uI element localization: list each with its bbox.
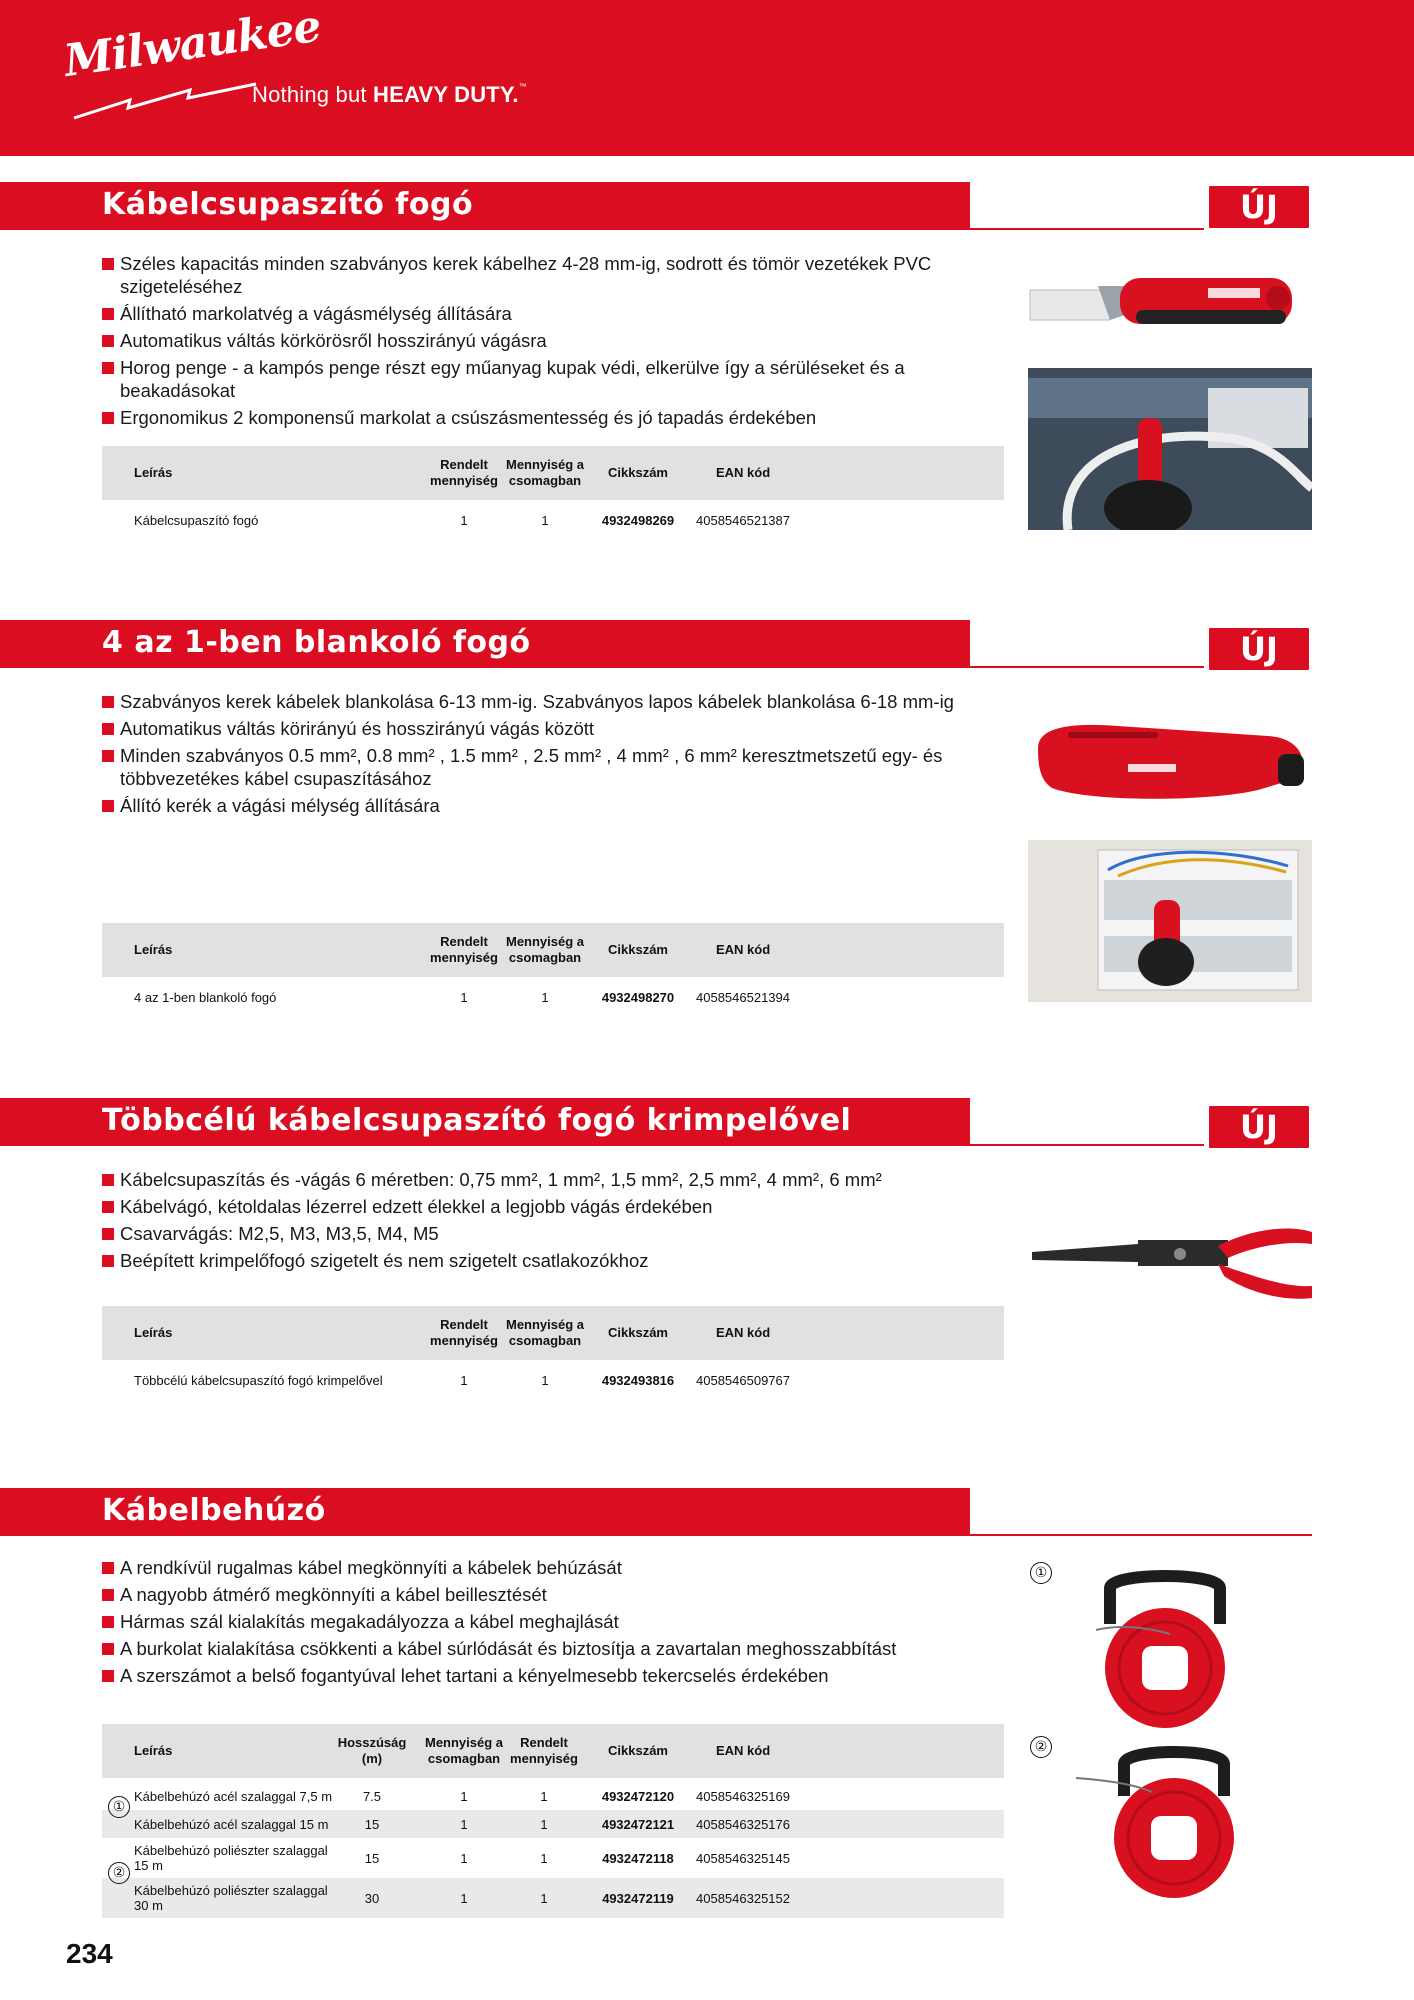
- product-table: [102, 923, 1004, 1011]
- image-marker: ②: [1030, 1736, 1052, 1758]
- cell-length: 7.5: [362, 1788, 382, 1804]
- cell-ordered-qty: 1: [540, 1816, 548, 1832]
- table-header: [102, 446, 1004, 500]
- cell-pack-qty: 1: [460, 1788, 468, 1804]
- section-banner: [0, 620, 970, 668]
- divider: [970, 1144, 1204, 1146]
- group-marker: ②: [108, 1862, 130, 1884]
- cell-article-number: 4932493816: [601, 1372, 675, 1388]
- brand-header: [0, 0, 1414, 156]
- cell-article-number: 4932498270: [601, 989, 675, 1005]
- column-header: Mennyiség a csomagban: [424, 1735, 504, 1766]
- lightning-icon: [70, 82, 260, 122]
- cell-description: Kábelbehúzó poliészter szalaggal 30 m: [134, 1883, 328, 1913]
- column-header: Cikkszám: [608, 942, 668, 957]
- cell-pack-qty: 1: [460, 1850, 468, 1866]
- image-marker: ①: [1030, 1562, 1052, 1584]
- list-item: A nagyobb átmérő megkönnyíti a kábel beillesztését: [102, 1583, 982, 1606]
- divider: [970, 666, 1204, 668]
- table-row: [102, 506, 1004, 534]
- table-header: [102, 1724, 1004, 1778]
- cell-article-number: 4932472121: [601, 1816, 675, 1832]
- table-row: [102, 1838, 1004, 1878]
- cell-length: 15: [364, 1850, 380, 1866]
- cell-description: Kábelbehúzó acél szalaggal 7,5 m: [134, 1788, 333, 1804]
- table-row: [102, 1810, 1004, 1838]
- cell-description: 4 az 1-ben blankoló fogó: [134, 989, 277, 1005]
- cell-ean: 4058546521394: [696, 989, 790, 1005]
- list-item: Minden szabványos 0.5 mm², 0.8 mm² , 1.5 mm² , 2.5 mm² , 4 mm² , 6 mm² keresztmetszetű egy- és többvezetékes kábel csupaszításához: [102, 744, 982, 790]
- column-header: EAN kód: [716, 942, 771, 957]
- column-header: Mennyiség a csomagban: [505, 934, 585, 965]
- section-title: Kábelbehúzó: [102, 1493, 326, 1528]
- cell-pack-qty: 1: [541, 1372, 549, 1388]
- cell-pack-qty: 1: [541, 512, 549, 528]
- table-header: [102, 923, 1004, 977]
- product-table: [102, 446, 1004, 534]
- cell-article-number: 4932498269: [601, 512, 675, 528]
- column-header: EAN kód: [716, 465, 771, 480]
- column-header: Rendelt mennyiség: [430, 1317, 498, 1348]
- cell-ordered-qty: 1: [460, 512, 468, 528]
- cell-ean: 4058546521387: [696, 512, 790, 528]
- cell-ean: 4058546325152: [696, 1890, 790, 1906]
- cell-pack-qty: 1: [460, 1816, 468, 1832]
- list-item: Széles kapacitás minden szabványos kerek kábelhez 4-28 mm-ig, sodrott és tömör vezetékek PVC szigeteléséhez: [102, 252, 982, 298]
- product-photo: [1028, 368, 1312, 530]
- product-image: [1028, 262, 1312, 346]
- list-item: Állító kerék a vágási mélység állítására: [102, 794, 982, 817]
- cell-length: 30: [364, 1890, 380, 1906]
- cell-description: Kábelbehúzó acél szalaggal 15 m: [134, 1816, 329, 1832]
- cell-ordered-qty: 1: [540, 1850, 548, 1866]
- product-table: [102, 1306, 1004, 1394]
- cell-ean: 4058546325176: [696, 1816, 790, 1832]
- product-image: [1074, 1740, 1250, 1900]
- product-photo: [1028, 840, 1312, 1002]
- cell-ordered-qty: 1: [460, 989, 468, 1005]
- section-title: Kábelcsupaszító fogó: [102, 187, 474, 222]
- section-banner: [0, 182, 970, 230]
- brand-tagline: Nothing but HEAVY DUTY.™: [252, 82, 527, 107]
- feature-list: [102, 1556, 982, 1691]
- column-header: Rendelt mennyiség: [430, 457, 498, 488]
- product-image: [1028, 1210, 1312, 1306]
- feature-list: [102, 252, 982, 433]
- column-header: Mennyiség a csomagban: [505, 1317, 585, 1348]
- cell-pack-qty: 1: [541, 989, 549, 1005]
- feature-list: [102, 690, 982, 821]
- list-item: Horog penge - a kampós penge részt egy műanyag kupak védi, elkerülve így a sérüléseket és a beakadásokat: [102, 356, 982, 402]
- product-image: [1090, 1564, 1240, 1730]
- column-header: Mennyiség a csomagban: [505, 457, 585, 488]
- logo-wordmark: Milwaukee: [60, 0, 324, 87]
- cell-description: Többcélú kábelcsupaszító fogó krimpelővel: [134, 1372, 383, 1388]
- cell-ean: 4058546509767: [696, 1372, 790, 1388]
- cell-ean: 4058546325169: [696, 1788, 790, 1804]
- list-item: Hármas szál kialakítás megakadályozza a kábel meghajlását: [102, 1610, 982, 1633]
- table-row: [102, 1878, 1004, 1918]
- list-item: Automatikus váltás körkörösről hosszirányú vágásra: [102, 329, 982, 352]
- column-header: Cikkszám: [608, 1743, 668, 1758]
- column-header: Leírás: [134, 1743, 173, 1758]
- table-row: [102, 1782, 1004, 1810]
- column-header: EAN kód: [716, 1325, 771, 1340]
- table-row: [102, 983, 1004, 1011]
- page-number: 234: [66, 1938, 113, 1969]
- column-header: Rendelt mennyiség: [430, 934, 498, 965]
- column-header: Leírás: [134, 1325, 173, 1340]
- cell-article-number: 4932472120: [601, 1788, 675, 1804]
- cell-description: Kábelcsupaszító fogó: [134, 512, 259, 528]
- milwaukee-logo: [60, 0, 324, 131]
- product-image: [1028, 718, 1312, 808]
- column-header: EAN kód: [716, 1743, 771, 1758]
- group-marker: ①: [108, 1796, 130, 1818]
- column-header: Hosszúság (m): [337, 1735, 407, 1766]
- column-header: Leírás: [134, 465, 173, 480]
- new-badge: ÚJ: [1207, 1104, 1311, 1150]
- list-item: Beépített krimpelőfogó szigetelt és nem szigetelt csatlakozókhoz: [102, 1249, 982, 1272]
- divider: [970, 228, 1204, 230]
- list-item: Állítható markolatvég a vágásmélység állítására: [102, 302, 982, 325]
- table-header: [102, 1306, 1004, 1360]
- section-banner: [0, 1098, 970, 1146]
- list-item: Automatikus váltás körirányú és hosszirányú vágás között: [102, 717, 982, 740]
- section-title: Többcélú kábelcsupaszító fogó krimpelővel: [102, 1103, 852, 1138]
- cell-pack-qty: 1: [460, 1890, 468, 1906]
- cell-article-number: 4932472118: [602, 1850, 674, 1866]
- list-item: A rendkívül rugalmas kábel megkönnyíti a kábelek behúzását: [102, 1556, 982, 1579]
- list-item: Szabványos kerek kábelek blankolása 6-13 mm-ig. Szabványos lapos kábelek blankolása 6-18 mm-ig: [102, 690, 982, 713]
- list-item: Ergonomikus 2 komponensű markolat a csúszásmentesség és jó tapadás érdekében: [102, 406, 982, 429]
- product-table: [102, 1724, 1004, 1918]
- new-badge: ÚJ: [1207, 626, 1311, 672]
- column-header: Cikkszám: [608, 465, 668, 480]
- cell-ordered-qty: 1: [460, 1372, 468, 1388]
- new-badge: ÚJ: [1207, 184, 1311, 230]
- section-banner: [0, 1488, 970, 1536]
- section-title: 4 az 1-ben blankoló fogó: [102, 625, 531, 660]
- cell-ean: 4058546325145: [696, 1850, 790, 1866]
- cell-ordered-qty: 1: [540, 1890, 548, 1906]
- column-header: Cikkszám: [608, 1325, 668, 1340]
- divider: [970, 1534, 1312, 1536]
- column-header: Rendelt mennyiség: [510, 1735, 578, 1766]
- column-header: Leírás: [134, 942, 173, 957]
- list-item: A burkolat kialakítása csökkenti a kábel súrlódását és biztosítja a zavartalan meghosszabbítást: [102, 1637, 982, 1660]
- cell-description: Kábelbehúzó poliészter szalaggal 15 m: [134, 1843, 328, 1873]
- feature-list: [102, 1168, 982, 1276]
- table-row: [102, 1366, 1004, 1394]
- list-item: Kábelcsupaszítás és -vágás 6 méretben: 0,75 mm², 1 mm², 1,5 mm², 2,5 mm², 4 mm², 6 mm²: [102, 1168, 982, 1191]
- list-item: Csavarvágás: M2,5, M3, M3,5, M4, M5: [102, 1222, 982, 1245]
- cell-length: 15: [364, 1816, 380, 1832]
- list-item: Kábelvágó, kétoldalas lézerrel edzett élekkel a legjobb vágás érdekében: [102, 1195, 982, 1218]
- cell-ordered-qty: 1: [540, 1788, 548, 1804]
- cell-article-number: 4932472119: [602, 1890, 674, 1906]
- list-item: A szerszámot a belső fogantyúval lehet tartani a kényelmesebb tekercselés érdekében: [102, 1664, 982, 1687]
